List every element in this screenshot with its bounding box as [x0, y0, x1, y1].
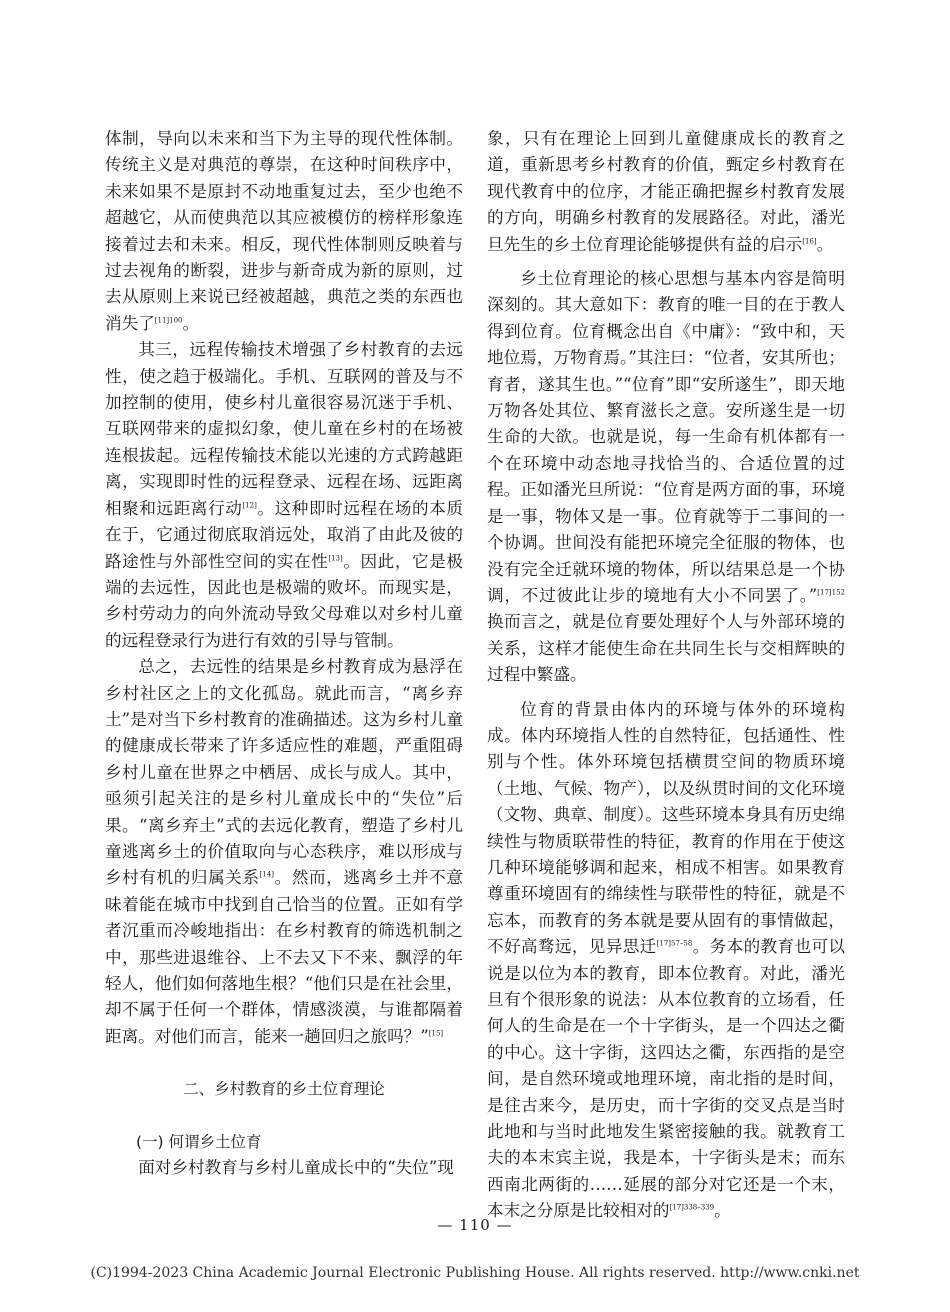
paragraph: 面对乡村教育与乡村儿童成长中的“失位”现 [138, 1158, 454, 1178]
right-column [487, 126, 845, 1225]
paragraph: 位育的背景由体内的环境与体外的环境构成。体内环境指人性的自然特征，包括通性、性别与个性。体外环境包括横贯空间的物质环境（土地、气候、物产），以及纵贯时间的文化环境（文物、典章、制度）。这些环境本身具有历史绵续性与物质联带性的特征，教育的作用在于使这几种环境能够调和起来，相成不相害。如果教育尊重环境固有的绵续性与联带性的特征，就是不忘本，而教育的务本就是要从固有的事情做起，不好高骛远，见异思迁$^{[17]57-58}$。务本的教育也可以说是以位为本的教育，即本位教育。对此，潘光旦有个很形象的说法：从本位教育的立场看，任何人的生命是在一个十字街头，是一个四达之衢的中心。这十字街，这四达之衢，东西指的是空间，是自然环境或地理环境，南北指的是时间，是往古来今，是历史，而十字街的交叉点是当时此地和与当时此地发生紧密接触的我。就教育工夫的本末宾主说，我是本，十字街头是末；而东西南北两街的……延展的部分对它还是一个末，本末之分原是比较相对的$^{[17]338-339}$。 [487, 699, 846, 1221]
left-column [105, 126, 463, 1181]
paragraph: 其三，远程传输技术增强了乡村教育的去远性，使之趋于极端化。手机、互联网的普及与不加控制的使用，使乡村儿童很容易沉迷于手机、互联网带来的虚拟幻象，使儿童在乡村的在场被连根拔起。远程传输技术能以光速的方式跨越距离，实现即时性的远程登录、远程在场、远距离相聚和远距离行动[12]。这种即时远程在场的本质在于，它通过彻底取消远处，取消了由此及彼的路途性与外部性空间的实在性[13]。因此，它是极端的去远性，因此也是极端的败坏。而现实是，乡村劳动力的向外流动导致父母难以对乡村儿童的远程登录行为进行有效的引导与管制。 [105, 340, 464, 650]
paragraph: 体制，导向以未来和当下为主导的现代性体制。传统主义是对典范的尊崇，在这种时间秩序中，未来如果不是原封不动地重复过去，至少也绝不超越它，从而使典范以其应被模仿的榜样形象连接着过去和未来。相反，现代性体制则反映着与过去视角的断裂，进步与新奇成为新的原则，过去从原则上来说已经被超越，典范之类的东西也消失了$^{[11]100}$。 [105, 129, 463, 333]
page-number: — 110 — [437, 1216, 513, 1234]
paragraph: 总之，去远性的结果是乡村教育成为悬浮在乡村社区之上的文化孤岛。就此而言，“离乡弃土”是对当下乡村教育的准确描述。这为乡村儿童的健康成长带来了许多适应性的难题，严重阻碍乡村儿童在世界之中栖居、成长与成人。其中，亟须引起关注的是乡村儿童成长中的“失位”后果。“离乡弃土”式的去远化教育，塑造了乡村儿童逃离乡土的价值取向与心态秩序，难以形成与乡村有机的归属关系[14]。然而，逃离乡土并不意味着能在城市中找到自己恰当的位置。正如有学者沉重而冷峻地指出：在乡村教育的筛选机制之中，那些进退维谷、上不去又下不来、飘浮的年轻人，他们如何落地生根？“他们只是在社会里，却不属于任何一个群体，情感淡漠，与谁都隔着距离。对他们而言，能来一趟回归之旅吗？”[15] [105, 657, 464, 1046]
paragraph: 乡土位育理论的核心思想与基本内容是简明深刻的。其大意如下：教育的唯一目的在于教人得到位育。位育概念出自《中庸》：“致中和，天地位焉，万物育焉。”其注曰：“位者，安其所也；育者，遂其生也。”“位育”即“安所遂生”，即天地万物各处其位、繁育滋长之意。安所遂生是一切生命的大欲。也就是说，每一生命有机体都有一个在环境中动态地寻找恰当的、合适位置的过程。正如潘光旦所说：“位育是两方面的事，环境是一事，物体又是一事。位育就等于二事间的一个协调。世间没有能把环境完全征服的物体，也没有完全迁就环境的物体，所以结果总是一个协调，不过彼此让步的境地有大小不同罢了。”$^{[17]152}$ 换而言之，就是位育要处理好个人与外部环境的关系，这样才能使生命在共同生长与交相辉映的过程中繁盛。 [487, 269, 845, 685]
section-heading: 二、乡村教育的乡土位育理论 [183, 1080, 385, 1099]
copyright-footer: (C)1994-2023 China Academic Journal Electronic Publishing House. All rights reserved. http://www.cnki.net [90, 1265, 860, 1281]
subsection-heading: (一) 何谓乡土位育 [136, 1132, 262, 1151]
paragraph: 象，只有在理论上回到儿童健康成长的教育之道，重新思考乡村教育的价值，甄定乡村教育在现代教育中的位序，才能正确把握乡村教育发展的方向，明确乡村教育的发展路径。对此，潘光旦先生的乡土位育理论能够提供有益的启示[16]。 [487, 129, 845, 254]
